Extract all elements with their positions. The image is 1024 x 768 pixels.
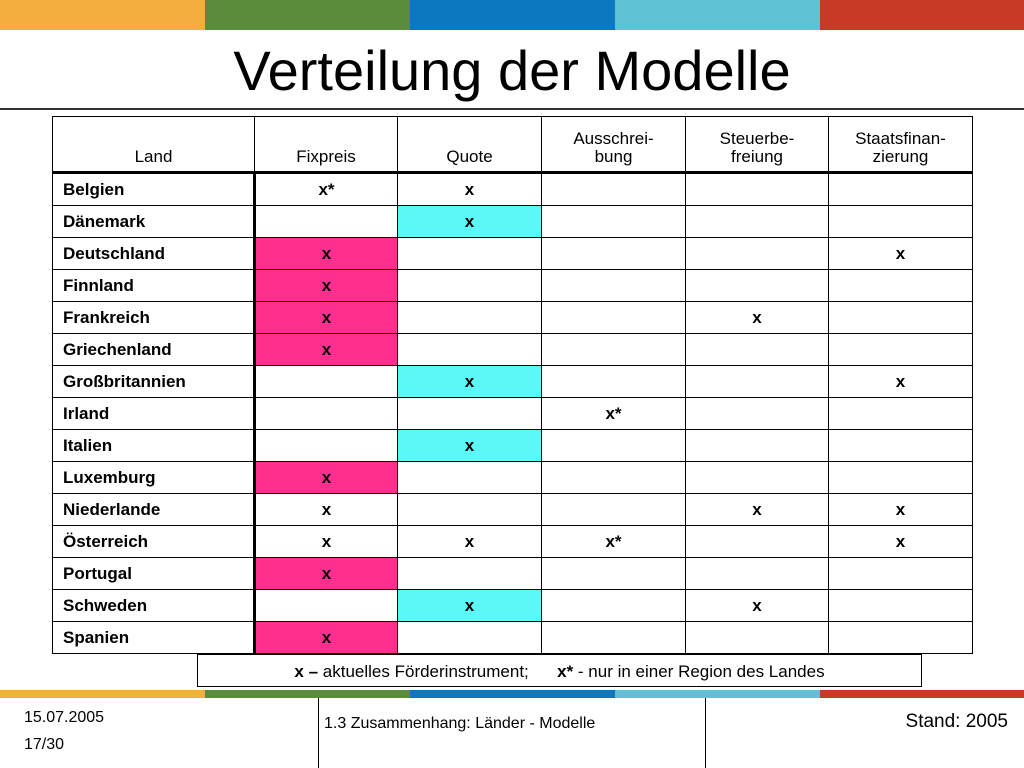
table-row (53, 558, 973, 590)
model-cell (398, 398, 542, 430)
model-cell (398, 302, 542, 334)
model-cell (542, 238, 686, 270)
model-cell (542, 173, 686, 206)
model-cell: x (398, 430, 542, 462)
table-row (53, 430, 973, 462)
footer-section-title: 1.3 Zusammenhang: Länder - Modelle (324, 715, 596, 732)
model-cell: x (829, 366, 973, 398)
table-header-row (53, 117, 973, 173)
model-cell: x (255, 270, 398, 302)
model-distribution-table (52, 116, 972, 654)
model-cell (829, 270, 973, 302)
model-cell: x* (255, 173, 398, 206)
top-color-band (0, 0, 1024, 30)
country-cell: Irland (53, 398, 255, 430)
model-cell (255, 398, 398, 430)
table-row (53, 494, 973, 526)
model-cell: x (829, 494, 973, 526)
bottom-color-band (0, 690, 1024, 698)
column-header: Fixpreis (255, 117, 398, 173)
model-cell (686, 462, 829, 494)
model-cell (542, 462, 686, 494)
band-segment-green (205, 690, 410, 698)
model-cell (686, 206, 829, 238)
model-cell (542, 590, 686, 622)
model-cell (829, 173, 973, 206)
model-cell (686, 398, 829, 430)
legend-box (197, 654, 922, 687)
model-cell (542, 206, 686, 238)
model-cell (255, 366, 398, 398)
model-cell (542, 430, 686, 462)
model-cell (398, 462, 542, 494)
country-cell: Niederlande (53, 494, 255, 526)
model-cell: x (829, 238, 973, 270)
band-segment-orange (0, 0, 205, 30)
table-row (53, 398, 973, 430)
model-cell: x (398, 526, 542, 558)
model-cell: x* (542, 398, 686, 430)
band-segment-cyan (615, 690, 820, 698)
column-header: Staatsfinan- zierung (829, 117, 973, 173)
model-cell: x* (542, 526, 686, 558)
country-cell: Griechenland (53, 334, 255, 366)
country-cell: Finnland (53, 270, 255, 302)
footer-date: 15.07.2005 (24, 709, 105, 726)
legend-key-region: x* (557, 662, 574, 681)
footer-divider (705, 698, 706, 768)
model-cell: x (255, 302, 398, 334)
model-cell (542, 270, 686, 302)
model-cell (829, 462, 973, 494)
model-cell (398, 334, 542, 366)
table-row (53, 622, 973, 654)
model-cell: x (686, 302, 829, 334)
model-cell (398, 622, 542, 654)
model-cell (255, 206, 398, 238)
model-cell: x (398, 590, 542, 622)
model-cell (542, 622, 686, 654)
footer-page-number: 17/30 (24, 736, 65, 753)
slide-title: Verteilung der Modelle (233, 39, 791, 102)
footer-stand: Stand: 2005 (905, 711, 1008, 732)
table-row (53, 462, 973, 494)
model-cell (829, 558, 973, 590)
country-cell: Italien (53, 430, 255, 462)
model-cell (398, 494, 542, 526)
table-body (53, 173, 973, 654)
table-row (53, 526, 973, 558)
model-cell: x (686, 590, 829, 622)
model-cell (686, 430, 829, 462)
table-row (53, 206, 973, 238)
model-cell (686, 366, 829, 398)
model-cell (686, 270, 829, 302)
model-cell: x (398, 366, 542, 398)
table-row (53, 238, 973, 270)
table-row (53, 334, 973, 366)
model-cell (542, 558, 686, 590)
model-cell (829, 622, 973, 654)
band-segment-cyan (615, 0, 820, 30)
model-cell (398, 270, 542, 302)
band-segment-blue (410, 690, 615, 698)
model-cell (686, 526, 829, 558)
country-cell: Belgien (53, 173, 255, 206)
model-cell: x (255, 558, 398, 590)
model-cell (542, 334, 686, 366)
model-cell: x (255, 238, 398, 270)
table-row (53, 270, 973, 302)
model-cell (542, 302, 686, 334)
country-cell: Österreich (53, 526, 255, 558)
model-cell (686, 334, 829, 366)
band-segment-red (820, 690, 1024, 698)
table-row (53, 366, 973, 398)
model-cell (255, 430, 398, 462)
country-cell: Frankreich (53, 302, 255, 334)
country-cell: Schweden (53, 590, 255, 622)
model-cell (398, 238, 542, 270)
model-cell (829, 590, 973, 622)
legend-key-current: x – (294, 662, 319, 681)
model-cell (829, 334, 973, 366)
column-header: Quote (398, 117, 542, 173)
table-row (53, 302, 973, 334)
table-row (53, 590, 973, 622)
band-segment-orange (0, 690, 205, 698)
model-cell (686, 622, 829, 654)
model-cell (542, 494, 686, 526)
model-cell: x (398, 206, 542, 238)
model-cell (686, 558, 829, 590)
model-cell: x (255, 494, 398, 526)
table-row (53, 173, 973, 206)
country-cell: Dänemark (53, 206, 255, 238)
model-cell (255, 590, 398, 622)
model-cell: x (686, 494, 829, 526)
model-cell (829, 430, 973, 462)
column-header: Ausschrei- bung (542, 117, 686, 173)
model-cell: x (255, 622, 398, 654)
model-cell (829, 398, 973, 430)
column-header: Land (53, 117, 255, 173)
band-segment-green (205, 0, 410, 30)
country-cell: Deutschland (53, 238, 255, 270)
model-cell (829, 206, 973, 238)
legend-text-region: - nur in einer Region des Landes (573, 662, 825, 681)
model-cell (686, 238, 829, 270)
country-cell: Luxemburg (53, 462, 255, 494)
column-header: Steuerbe- freiung (686, 117, 829, 173)
model-cell: x (255, 334, 398, 366)
model-cell: x (255, 462, 398, 494)
footer-divider (318, 698, 319, 768)
model-cell: x (398, 173, 542, 206)
legend-text-current: aktuelles Förderinstrument; (318, 662, 529, 681)
model-cell: x (829, 526, 973, 558)
country-cell: Großbritannien (53, 366, 255, 398)
band-segment-blue (410, 0, 615, 30)
model-cell (542, 366, 686, 398)
model-cell (829, 302, 973, 334)
model-cell (398, 558, 542, 590)
model-cell (686, 173, 829, 206)
country-cell: Spanien (53, 622, 255, 654)
country-cell: Portugal (53, 558, 255, 590)
title-divider (0, 108, 1024, 110)
model-cell: x (255, 526, 398, 558)
band-segment-red (820, 0, 1024, 30)
